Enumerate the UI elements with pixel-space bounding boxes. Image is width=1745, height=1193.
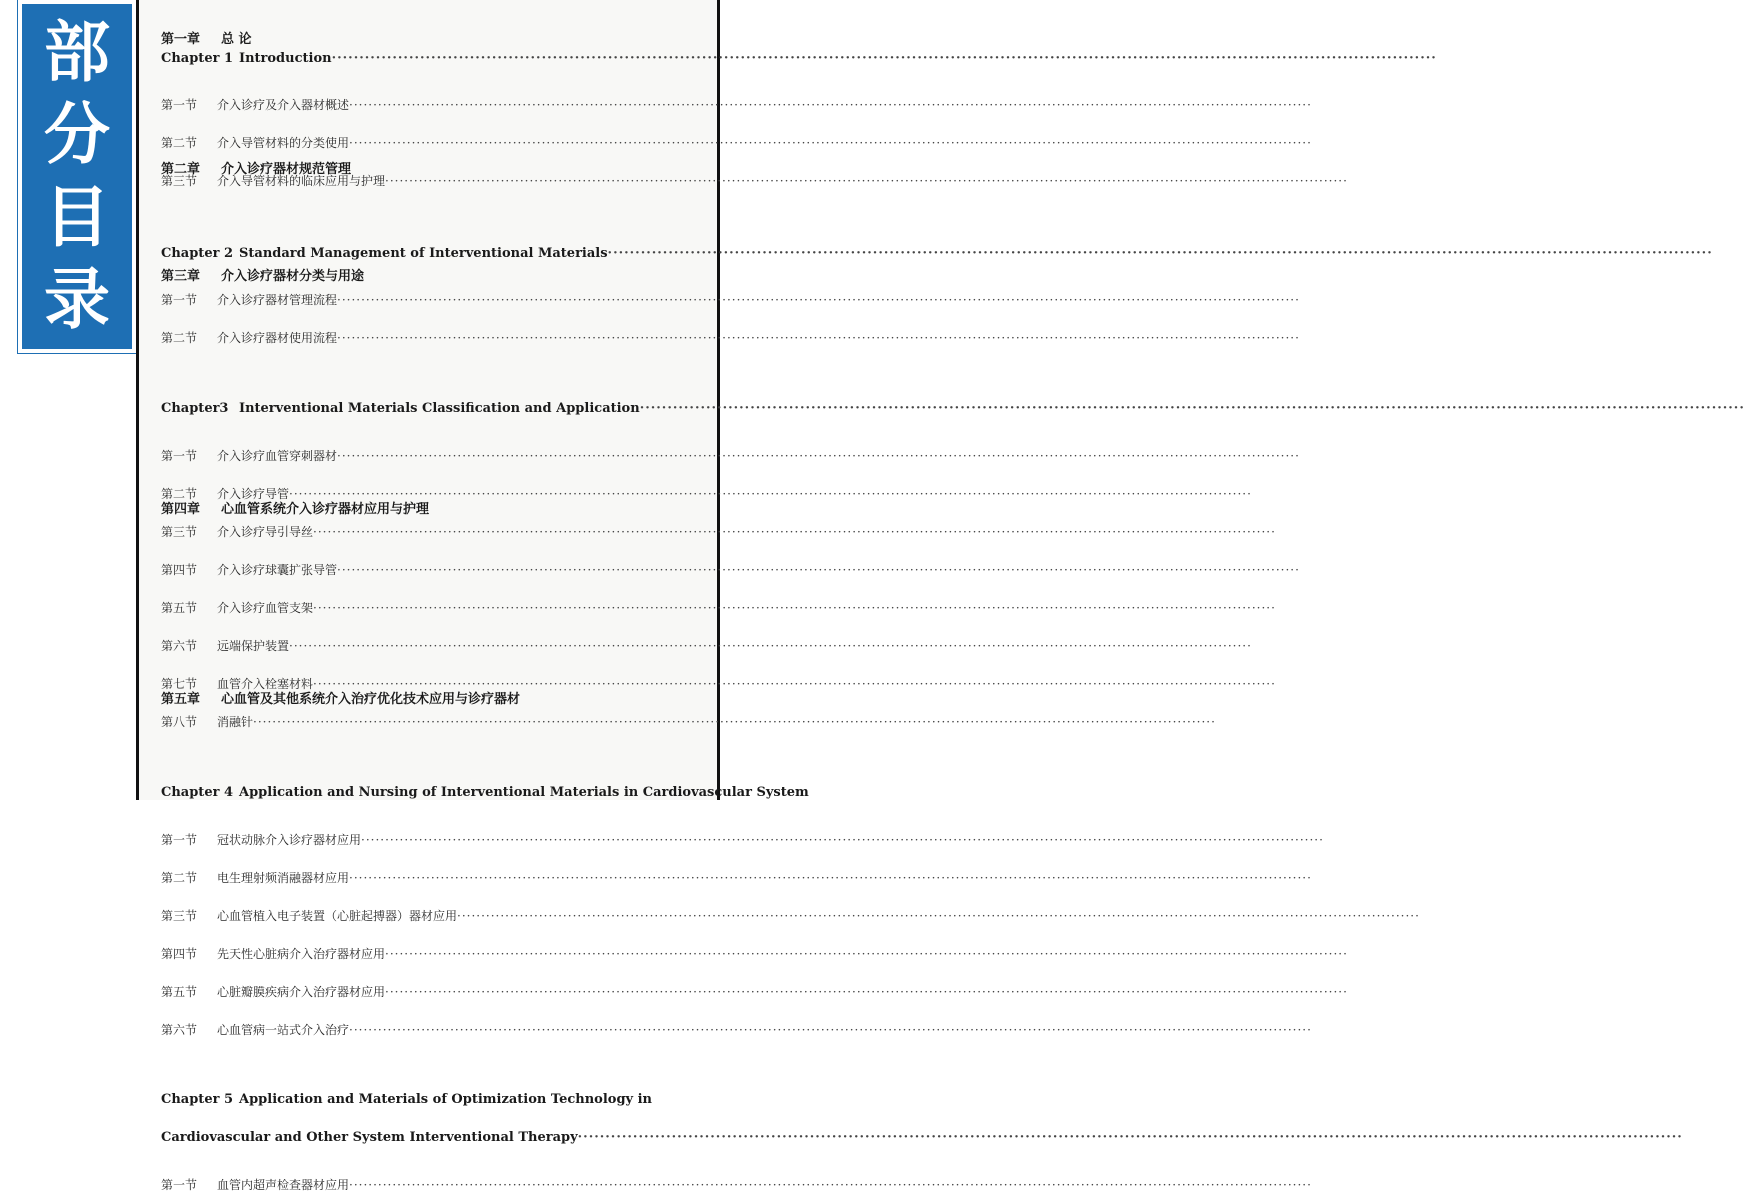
chapter-heading-en-cont[interactable] bbox=[161, 1130, 1683, 1145]
chapter-heading-cn bbox=[161, 265, 717, 284]
section-number: 第五节 bbox=[161, 601, 198, 615]
section-title: 介入诊疗导引导丝 bbox=[217, 525, 314, 539]
section-title: 介入诊疗器材使用流程 bbox=[217, 331, 338, 345]
chapter-title-cn: 心血管系统介入诊疗器材应用与护理 bbox=[221, 502, 430, 517]
chapter-number-en: Chapter3 bbox=[161, 401, 229, 416]
section-title: 消融针 bbox=[217, 715, 254, 729]
section-number: 第五节 bbox=[161, 985, 198, 999]
toc-section-item[interactable] bbox=[161, 561, 1300, 578]
section-text bbox=[161, 447, 337, 464]
section-number: 第一节 bbox=[161, 98, 198, 112]
badge-char: 分 bbox=[44, 96, 110, 174]
section-number: 第一节 bbox=[161, 1178, 198, 1192]
section-number: 第二节 bbox=[161, 331, 198, 345]
section-text bbox=[161, 637, 289, 654]
section-text bbox=[161, 831, 361, 848]
section-number: 第六节 bbox=[161, 639, 198, 653]
chapter-number-en: Chapter 1 bbox=[161, 51, 234, 66]
section-number: 第一节 bbox=[161, 293, 198, 307]
section-title: 介入诊疗血管支架 bbox=[217, 601, 314, 615]
chapter-title-cn: 介入诊疗器材规范管理 bbox=[221, 162, 352, 177]
section-number: 第三节 bbox=[161, 909, 198, 923]
section-title: 介入诊疗血管穿刺器材 bbox=[217, 449, 338, 463]
toc-section-item[interactable] bbox=[161, 907, 1420, 924]
section-text bbox=[161, 134, 349, 151]
section-text bbox=[161, 945, 385, 962]
toc-section-item[interactable] bbox=[161, 1021, 1312, 1038]
chapter-number-en: Chapter 2 bbox=[161, 246, 234, 261]
section-title: 介入诊疗及介入器材概述 bbox=[217, 98, 350, 112]
dot-leader: ········································································································································································································ bbox=[349, 871, 1312, 885]
dot-leader: ········································································································································································································ bbox=[349, 136, 1312, 150]
toc-section-item[interactable] bbox=[161, 713, 1216, 730]
section-number: 第四节 bbox=[161, 563, 198, 577]
chapter-title-en: Interventional Materials Classification and Application bbox=[239, 401, 640, 416]
toc-section-item[interactable] bbox=[161, 291, 1300, 308]
dot-leader: ········································································································································································································ bbox=[385, 985, 1348, 999]
toc-section-item[interactable] bbox=[161, 329, 1300, 346]
section-text bbox=[161, 713, 253, 730]
section-title: 远端保护装置 bbox=[217, 639, 290, 653]
dot-leader: ········································································································································································································ bbox=[607, 246, 1713, 261]
section-text bbox=[161, 599, 313, 616]
chapter-title-en: Application and Nursing of Interventional Materials in Cardiovascular System bbox=[239, 785, 809, 800]
chapter-title-en: Application and Materials of Optimization Technology in bbox=[239, 1092, 652, 1107]
dot-leader: ········································································································································································································ bbox=[253, 715, 1216, 729]
chapter-number-en: Chapter 5 bbox=[161, 1092, 234, 1107]
section-number: 第七节 bbox=[161, 677, 198, 691]
dot-leader: ········································································································································································································ bbox=[313, 601, 1276, 615]
table-of-contents bbox=[161, 28, 1745, 1192]
toc-section-item[interactable] bbox=[161, 869, 1312, 886]
section-title: 先天性心脏病介入治疗器材应用 bbox=[217, 947, 386, 961]
chapter-heading-en-text bbox=[161, 51, 332, 66]
toc-section-item[interactable] bbox=[161, 1176, 1312, 1193]
chapter-heading-cn bbox=[161, 498, 717, 517]
dot-leader: ········································································································································································································ bbox=[349, 1178, 1312, 1192]
chapter-number: 第四章 bbox=[161, 502, 201, 517]
section-text bbox=[161, 907, 457, 924]
section-title: 血管内超声检查器材应用 bbox=[217, 1178, 350, 1192]
dot-leader: ········································································································································································································ bbox=[289, 639, 1252, 653]
chapter-number: 第三章 bbox=[161, 269, 201, 284]
chapter-heading-en-text bbox=[161, 1092, 652, 1107]
chapter-title-cn: 介入诊疗器材分类与用途 bbox=[221, 269, 365, 284]
section-number: 第一节 bbox=[161, 449, 198, 463]
badge-char: 目 bbox=[44, 178, 110, 256]
chapter-title-en-line2: Cardiovascular and Other System Interventional Therapy bbox=[161, 1130, 578, 1145]
toc-section-item[interactable] bbox=[161, 523, 1276, 540]
dot-leader: ········································································································································································································ bbox=[337, 449, 1300, 463]
dot-leader: ········································································································································································································ bbox=[385, 174, 1348, 188]
section-text bbox=[161, 291, 337, 308]
badge-char: 部 bbox=[44, 14, 110, 92]
dot-leader: ········································································································································································································ bbox=[639, 401, 1745, 416]
toc-section-item[interactable] bbox=[161, 831, 1324, 848]
toc-page bbox=[136, 0, 1745, 1192]
section-text bbox=[161, 1021, 349, 1038]
toc-section-item[interactable] bbox=[161, 945, 1348, 962]
chapter-title-cn: 心血管及其他系统介入治疗优化技术应用与诊疗器材 bbox=[221, 692, 521, 707]
toc-section-item[interactable] bbox=[161, 134, 1312, 151]
section-title: 电生理射频消融器材应用 bbox=[217, 871, 350, 885]
section-text bbox=[161, 96, 349, 113]
chapter-title-cn: 总 论 bbox=[221, 32, 252, 47]
section-number: 第三节 bbox=[161, 525, 198, 539]
section-number: 第四节 bbox=[161, 947, 198, 961]
section-title: 血管介入栓塞材料 bbox=[217, 677, 314, 691]
dot-leader: ········································································································································································································ bbox=[337, 563, 1300, 577]
chapter-heading-en[interactable] bbox=[161, 1092, 717, 1107]
section-number: 第三节 bbox=[161, 174, 198, 188]
dot-leader: ········································································································································································································ bbox=[361, 833, 1324, 847]
chapter-heading-en[interactable] bbox=[161, 246, 1713, 261]
section-text bbox=[161, 983, 385, 1000]
chapter-heading-cn bbox=[161, 158, 717, 177]
section-number: 第二节 bbox=[161, 487, 198, 501]
toc-section-item[interactable] bbox=[161, 96, 1312, 113]
chapter-number-en: Chapter 4 bbox=[161, 785, 234, 800]
dot-leader: ········································································································································································································ bbox=[337, 293, 1300, 307]
chapter-heading-en-text bbox=[161, 246, 608, 261]
section-number: 第八节 bbox=[161, 715, 198, 729]
dot-leader: ········································································································································································································ bbox=[457, 909, 1420, 923]
badge-char: 录 bbox=[44, 260, 110, 338]
chapter-number: 第五章 bbox=[161, 692, 201, 707]
chapter-heading-en-text bbox=[161, 785, 809, 800]
section-title: 介入导管材料的临床应用与护理 bbox=[217, 174, 386, 188]
chapter-heading-en[interactable] bbox=[161, 51, 1437, 66]
dot-leader: ········································································································································································································ bbox=[577, 1130, 1683, 1145]
dot-leader: ········································································································································································································ bbox=[331, 51, 1437, 66]
chapter-heading-cn bbox=[161, 28, 717, 47]
chapter-heading-en[interactable] bbox=[161, 785, 809, 800]
section-number: 第二节 bbox=[161, 871, 198, 885]
dot-leader: ········································································································································································································ bbox=[313, 677, 1276, 691]
section-title: 介入诊疗球囊扩张导管 bbox=[217, 563, 338, 577]
section-title: 介入导管材料的分类使用 bbox=[217, 136, 350, 150]
section-title: 心血管病一站式介入治疗 bbox=[217, 1023, 350, 1037]
section-text bbox=[161, 1176, 349, 1193]
dot-leader: ········································································································································································································ bbox=[349, 98, 1312, 112]
dot-leader: ········································································································································································································ bbox=[289, 487, 1252, 501]
toc-section-item[interactable] bbox=[161, 637, 1252, 654]
section-title: 心血管植入电子装置（心脏起搏器）器材应用 bbox=[217, 909, 458, 923]
chapter-heading-cn bbox=[161, 688, 717, 707]
section-number: 第一节 bbox=[161, 833, 198, 847]
chapter-heading-en[interactable] bbox=[161, 401, 1745, 416]
section-number: 第六节 bbox=[161, 1023, 198, 1037]
section-title: 冠状动脉介入诊疗器材应用 bbox=[217, 833, 362, 847]
section-text bbox=[161, 561, 337, 578]
toc-section-item[interactable] bbox=[161, 599, 1276, 616]
chapter-heading-en-text bbox=[161, 401, 640, 416]
section-text bbox=[161, 329, 337, 346]
section-text bbox=[161, 523, 313, 540]
toc-section-item[interactable] bbox=[161, 447, 1300, 464]
section-title: 介入诊疗导管 bbox=[217, 487, 290, 501]
dot-leader: ········································································································································································································ bbox=[337, 331, 1300, 345]
toc-section-item[interactable] bbox=[161, 983, 1348, 1000]
section-badge bbox=[18, 0, 136, 353]
section-title: 介入诊疗器材管理流程 bbox=[217, 293, 338, 307]
chapter-title-en: Standard Management of Interventional Materials bbox=[239, 246, 608, 261]
chapter-number: 第二章 bbox=[161, 162, 201, 177]
chapter-number: 第一章 bbox=[161, 32, 201, 47]
dot-leader: ········································································································································································································ bbox=[349, 1023, 1312, 1037]
dot-leader: ········································································································································································································ bbox=[313, 525, 1276, 539]
dot-leader: ········································································································································································································ bbox=[385, 947, 1348, 961]
section-number: 第二节 bbox=[161, 136, 198, 150]
section-title: 心脏瓣膜疾病介入治疗器材应用 bbox=[217, 985, 386, 999]
section-text bbox=[161, 869, 349, 886]
chapter-title-en: Introduction bbox=[239, 51, 332, 66]
